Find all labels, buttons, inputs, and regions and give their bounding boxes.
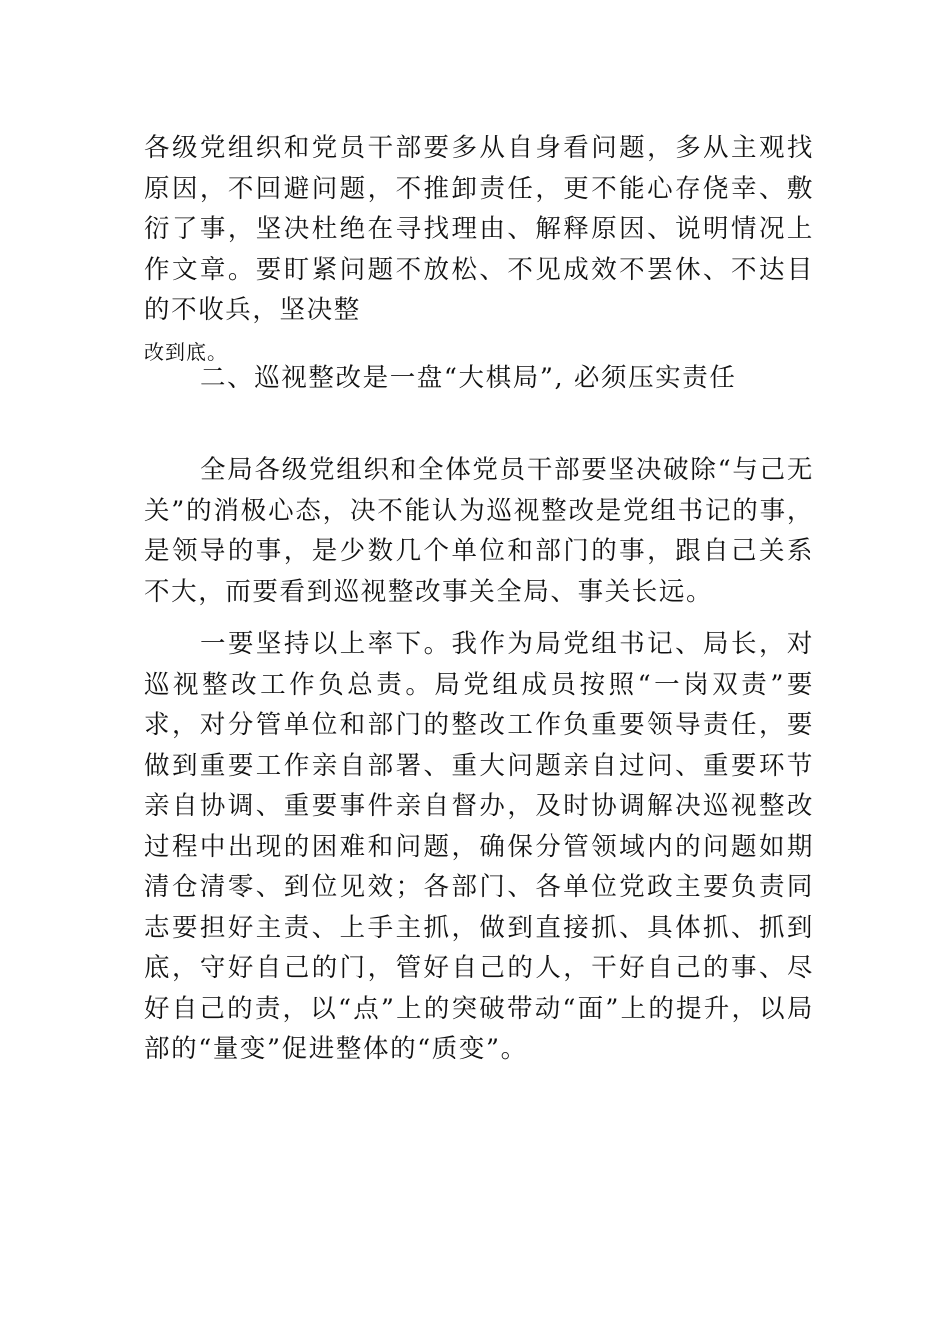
- paragraph-continuation: [144, 128, 814, 372]
- paragraph-body: 一要坚持以上率下。我作为局党组书记、局长，对巡视整改工作负总责。局党组成员按照“一岗双责”要求，对分管单位和部门的整改工作负重要领导责任，要做到重要工作亲自部署、重大问题亲自过问、重要环节亲自协调、重要事件亲自督办，及时协调解决巡视整改过程中出现的困难和问题，确保分管领域内的问题如期清仓清零、到位见效；各部门、各单位党政主要负责同志要担好主责、上手主抓，做到直接抓、具体抓、抓到底，守好自己的门，管好自己的人，干好自己的事、尽好自己的责，以“点”上的突破带动“面”上的提升，以局部的“量变”促进整体的“质变”。: [144, 629, 814, 1064]
- paragraph-tail: 改到底。: [144, 339, 228, 364]
- section-heading: 二、巡视整改是一盘“大棋局”, 必须压实责任: [200, 363, 737, 393]
- paragraph-text: 各级党组织和党员干部要多从自身看问题，多从主观找原因，不回避问题，不推卸责任，更不能心存侥幸、敷衍了事，坚决杜绝在寻找理由、解释原因、说明情况上作文章。要盯紧问题不放松、不见成效不罢休、不达目的不收兵，坚决整: [144, 133, 814, 325]
- paragraph-body: 全局各级党组织和全体党员干部要坚决破除“与己无关”的消极心态，决不能认为巡视整改是党组书记的事，是领导的事，是少数几个单位和部门的事，跟自己关系不大，而要看到巡视整改事关全局、事关长远。: [144, 455, 814, 607]
